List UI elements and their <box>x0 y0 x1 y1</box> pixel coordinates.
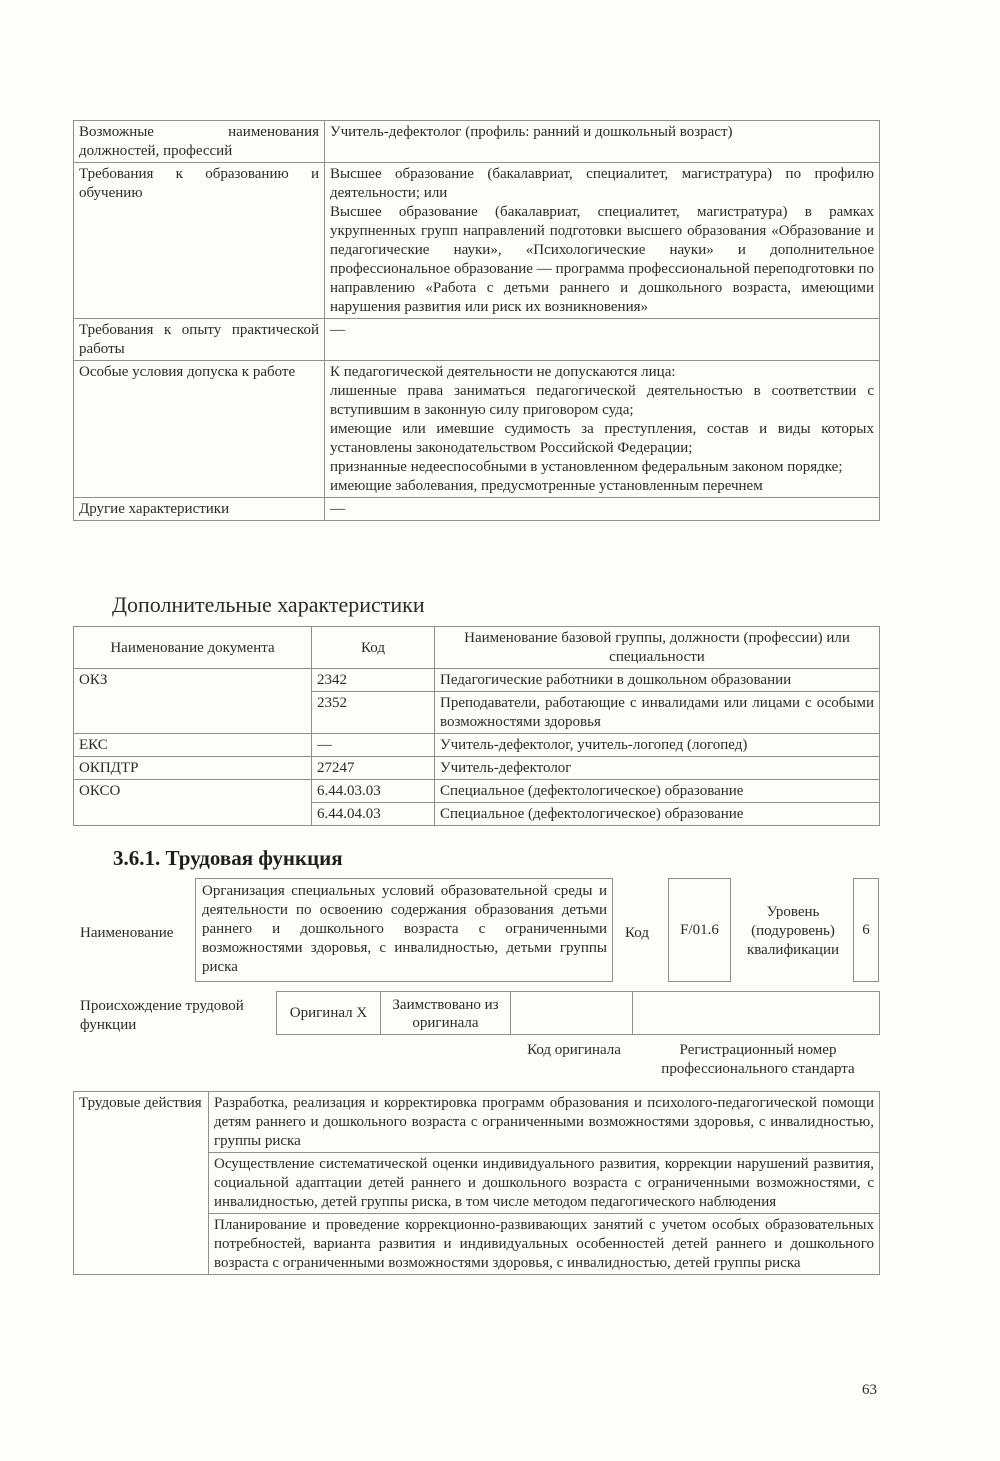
function-name-box <box>195 878 613 982</box>
row-label: Возможные наименования должностей, профессий <box>74 121 325 163</box>
level-label: Уровень (подуровень) квалификации <box>746 904 840 958</box>
column-header: Наименование документа <box>74 627 312 669</box>
origin-label: Происхождение трудовой функции <box>80 998 244 1033</box>
function-name-value: Организация специальных условий образовательной среды и деятельности по освоению содержания образования детьми раннего и дошкольного возраста с ограниченными возможностями здоровья, с инвалидностью, детьми группы риска <box>202 883 607 975</box>
row-label: Требования к опыту практической работы <box>74 319 325 361</box>
value-paragraph: К педагогической деятельности не допускаются лица: <box>330 364 676 380</box>
table-row <box>74 1092 880 1153</box>
value-paragraph: имеющие или имевшие судимость за преступления, состав и виды которых установлены законодательством Российской Федерации; <box>330 421 874 456</box>
column-header: Наименование базовой группы, должности (профессии) или специальности <box>435 627 880 669</box>
borrowed-cell: Заимствовано из оригинала <box>381 992 511 1035</box>
row-value <box>325 163 880 319</box>
code-cell: 27247 <box>312 757 435 780</box>
level-value-box <box>853 878 879 982</box>
column-header: Код <box>312 627 435 669</box>
code-cell: 6.44.04.03 <box>312 803 435 826</box>
row-value <box>325 361 880 498</box>
table-row <box>74 669 880 692</box>
value-paragraph: Высшее образование (бакалавриат, специалитет, магистратура) по профилю деятельности; или <box>330 166 874 201</box>
registration-number-cell <box>633 992 880 1035</box>
action-item: Разработка, реализация и корректировка программ образования и психолого-педагогической помощи детям раннего и дошкольного возраста с ограниченными возможностями здоровья, с инвалидностью, группы риска <box>209 1092 880 1153</box>
row-label: Другие характеристики <box>74 498 325 521</box>
doc-cell: ОКЗ <box>74 669 312 734</box>
doc-cell: ОКПДТР <box>74 757 312 780</box>
actions-label: Трудовые действия <box>74 1092 209 1275</box>
value-paragraph: Высшее образование (бакалавриат, специалитет, магистратура) в рамках укрупненных групп направлений подготовки высшего образования «Образование и педагогические науки», «Психологические науки» и дополнительное профессиональное образование — программа профессиональной переподготовки по направлению «Работа с детьми раннего и дошкольного возраста, имеющими нарушения развития или риск их возникновения» <box>330 204 874 315</box>
name-cell: Учитель-дефектолог <box>435 757 880 780</box>
original-cell: Оригинал Х <box>277 992 381 1035</box>
value-paragraph: признанные недееспособными в установленном федеральным законом порядке; <box>330 459 843 475</box>
original-code-cell <box>511 992 633 1035</box>
name-cell: Педагогические работники в дошкольном образовании <box>435 669 880 692</box>
code-value-box <box>668 878 731 982</box>
code-cell: 2352 <box>312 692 435 734</box>
row-label: Особые условия допуска к работе <box>74 361 325 498</box>
doc-cell: ОКСО <box>74 780 312 826</box>
origin-table <box>276 991 880 1035</box>
doc-cell: ЕКС <box>74 734 312 757</box>
value-paragraph: — <box>330 322 345 338</box>
general-characteristics-table <box>73 120 880 521</box>
code-label: Код <box>625 925 649 941</box>
original-code-caption: Код оригинала <box>527 1042 621 1058</box>
additional-characteristics-table <box>73 626 880 826</box>
function-heading: 3.6.1. Трудовая функция <box>113 846 343 870</box>
table-row <box>74 498 880 521</box>
table-row <box>277 992 880 1035</box>
registration-caption: Регистрационный номер профессионального стандарта <box>661 1042 855 1077</box>
name-cell: Преподаватели, работающие с инвалидами или лицами с особыми возможностями здоровья <box>435 692 880 734</box>
name-cell: Специальное (дефектологическое) образование <box>435 803 880 826</box>
table-header-row <box>74 627 880 669</box>
table-row <box>74 319 880 361</box>
name-cell: Учитель-дефектолог, учитель-логопед (логопед) <box>435 734 880 757</box>
table-row <box>74 121 880 163</box>
name-cell: Специальное (дефектологическое) образование <box>435 780 880 803</box>
value-paragraph: Учитель-дефектолог (профиль: ранний и дошкольный возраст) <box>330 124 733 140</box>
value-paragraph: имеющие заболевания, предусмотренные установленным перечнем <box>330 478 763 494</box>
page-number: 63 <box>862 1382 877 1398</box>
labour-actions-table <box>73 1091 880 1275</box>
table-row <box>74 780 880 803</box>
action-item: Осуществление систематической оценки индивидуального развития, коррекции нарушений развития, социальной адаптации детей раннего и дошкольного возраста с ограниченными возможностями, с инвалидностью, детей группы риска, в том числе методом педагогического наблюдения <box>209 1153 880 1214</box>
value-paragraph: — <box>330 501 345 517</box>
table-row <box>74 361 880 498</box>
name-label: Наименование <box>80 925 174 941</box>
row-value <box>325 319 880 361</box>
code-cell: — <box>312 734 435 757</box>
value-paragraph: лишенные права заниматься педагогической деятельностью в соответствии с вступившим в законную силу приговором суда; <box>330 383 874 418</box>
level-value: 6 <box>862 921 870 938</box>
table-row <box>74 757 880 780</box>
action-item: Планирование и проведение коррекционно-развивающих занятий с учетом особых образовательных потребностей, варианта развития и индивидуальных особенностей детей раннего и дошкольного возраста с ограниченными возможностями здоровья, с инвалидностью, детей группы риска <box>209 1214 880 1275</box>
code-cell: 6.44.03.03 <box>312 780 435 803</box>
table-row <box>74 163 880 319</box>
row-value <box>325 121 880 163</box>
table-row <box>74 734 880 757</box>
section-heading: Дополнительные характеристики <box>112 592 425 617</box>
code-value: F/01.6 <box>680 921 719 938</box>
row-label: Требования к образованию и обучению <box>74 163 325 319</box>
row-value <box>325 498 880 521</box>
code-cell: 2342 <box>312 669 435 692</box>
